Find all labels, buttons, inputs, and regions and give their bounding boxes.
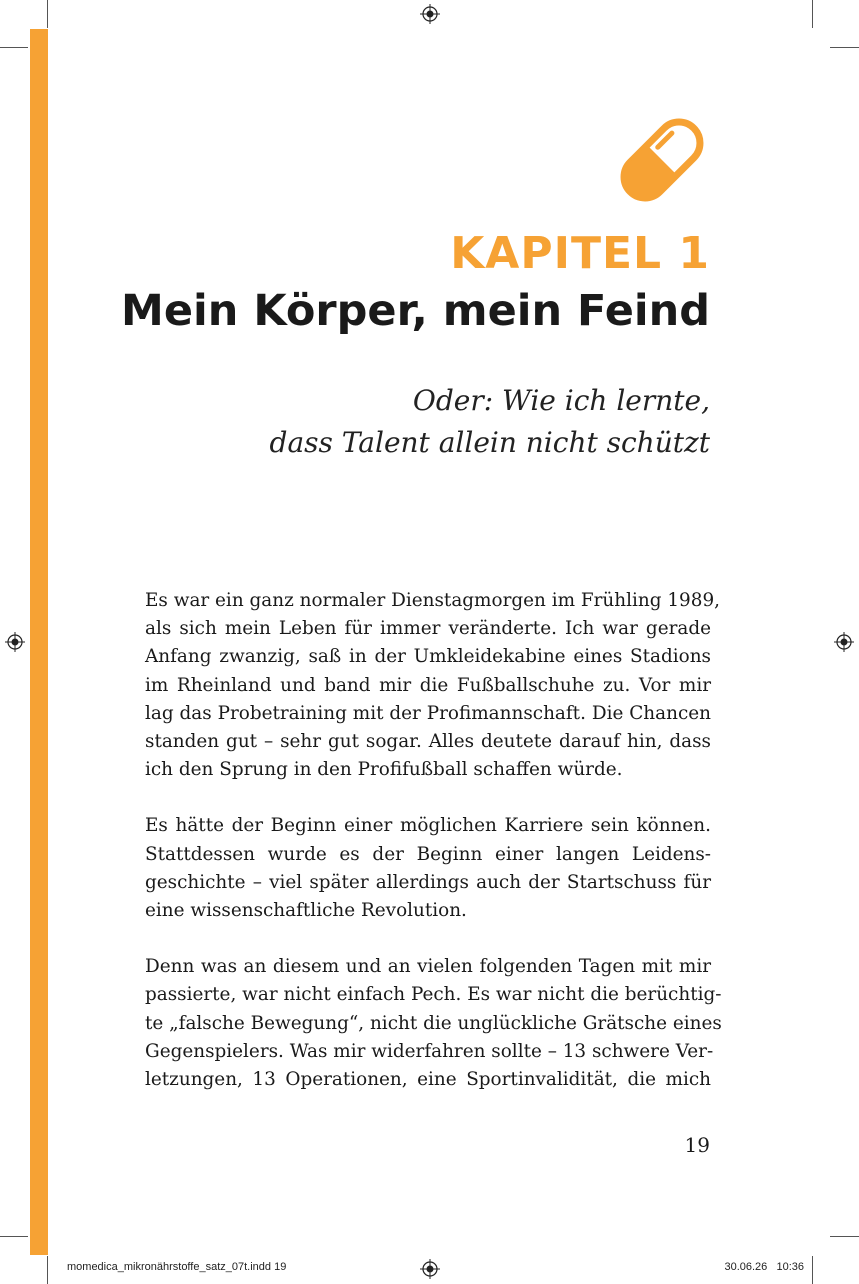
page-number: 19 xyxy=(684,1133,710,1157)
text-line: passierte, war nicht einfach Pech. Es war nicht die berüchtig- xyxy=(145,984,722,1006)
text-line: Gegenspielers. Was mir widerfahren sollte – 13 schwere Ver- xyxy=(145,1040,714,1062)
crop-mark xyxy=(830,1236,859,1237)
slug-filename: momedica_mikronährstoffe_satz_07t.indd 19 xyxy=(67,1261,287,1273)
registration-mark-icon xyxy=(5,632,25,652)
body-text xyxy=(145,587,722,1122)
chapter-label: KAPITEL 1 xyxy=(450,228,710,279)
paragraph xyxy=(145,953,722,1094)
text-line: lag das Probetraining mit der Profimannschaft. Die Chancen xyxy=(145,702,711,724)
crop-mark xyxy=(47,0,48,28)
text-line: eine wissenschaftliche Revolution. xyxy=(145,900,467,922)
slug-timestamp xyxy=(724,1261,804,1273)
subtitle-line: dass Talent allein nicht schützt xyxy=(269,426,710,459)
chapter-subtitle xyxy=(270,380,710,464)
crop-mark xyxy=(830,47,859,48)
registration-mark-icon xyxy=(420,1259,440,1279)
crop-mark xyxy=(812,1256,813,1284)
registration-mark-icon xyxy=(834,632,854,652)
crop-mark xyxy=(812,0,813,28)
subtitle-line: Oder: Wie ich lernte, xyxy=(412,384,710,417)
text-line: letzungen, 13 Operationen, eine Sportinvalidität, die mich xyxy=(145,1069,711,1091)
accent-side-bar xyxy=(30,29,48,1255)
text-line: Anfang zwanzig, saß in der Umkleidekabine eines Stadions xyxy=(145,646,711,668)
slug-date: 30.06.26 xyxy=(724,1261,768,1273)
crop-mark xyxy=(0,1236,28,1237)
text-line: geschichte – viel später allerdings auch der Startschuss für xyxy=(145,871,711,893)
text-line: im Rheinland und band mir die Fußballschuhe zu. Vor mir xyxy=(145,674,711,696)
text-line: Denn was an diesem und an vielen folgenden Tagen mit mir xyxy=(145,956,711,978)
text-line: te „falsche Bewegung“, nicht die unglückliche Grätsche eines xyxy=(145,1012,722,1034)
text-line: Stattdessen wurde es der Beginn einer langen Leidens- xyxy=(145,843,711,865)
crop-mark xyxy=(47,1256,48,1284)
capsule-pill-icon xyxy=(612,110,712,210)
slug-time: 10:36 xyxy=(776,1261,804,1273)
paragraph xyxy=(145,587,720,784)
text-line: Es war ein ganz normaler Dienstagmorgen im Frühling 1989, xyxy=(145,590,720,611)
registration-mark-icon xyxy=(420,4,440,24)
text-line: als sich mein Leben für immer veränderte. Ich war gerade xyxy=(145,618,711,640)
text-line: standen gut – sehr gut sogar. Alles deutete darauf hin, dass xyxy=(145,731,711,753)
paragraph xyxy=(145,812,711,925)
text-line: Es hätte der Beginn einer möglichen Karriere sein können. xyxy=(145,815,711,837)
crop-mark xyxy=(0,47,28,48)
chapter-title: Mein Körper, mein Feind xyxy=(121,286,710,336)
text-line: ich den Sprung in den Profifußball schaffen würde. xyxy=(145,759,623,781)
